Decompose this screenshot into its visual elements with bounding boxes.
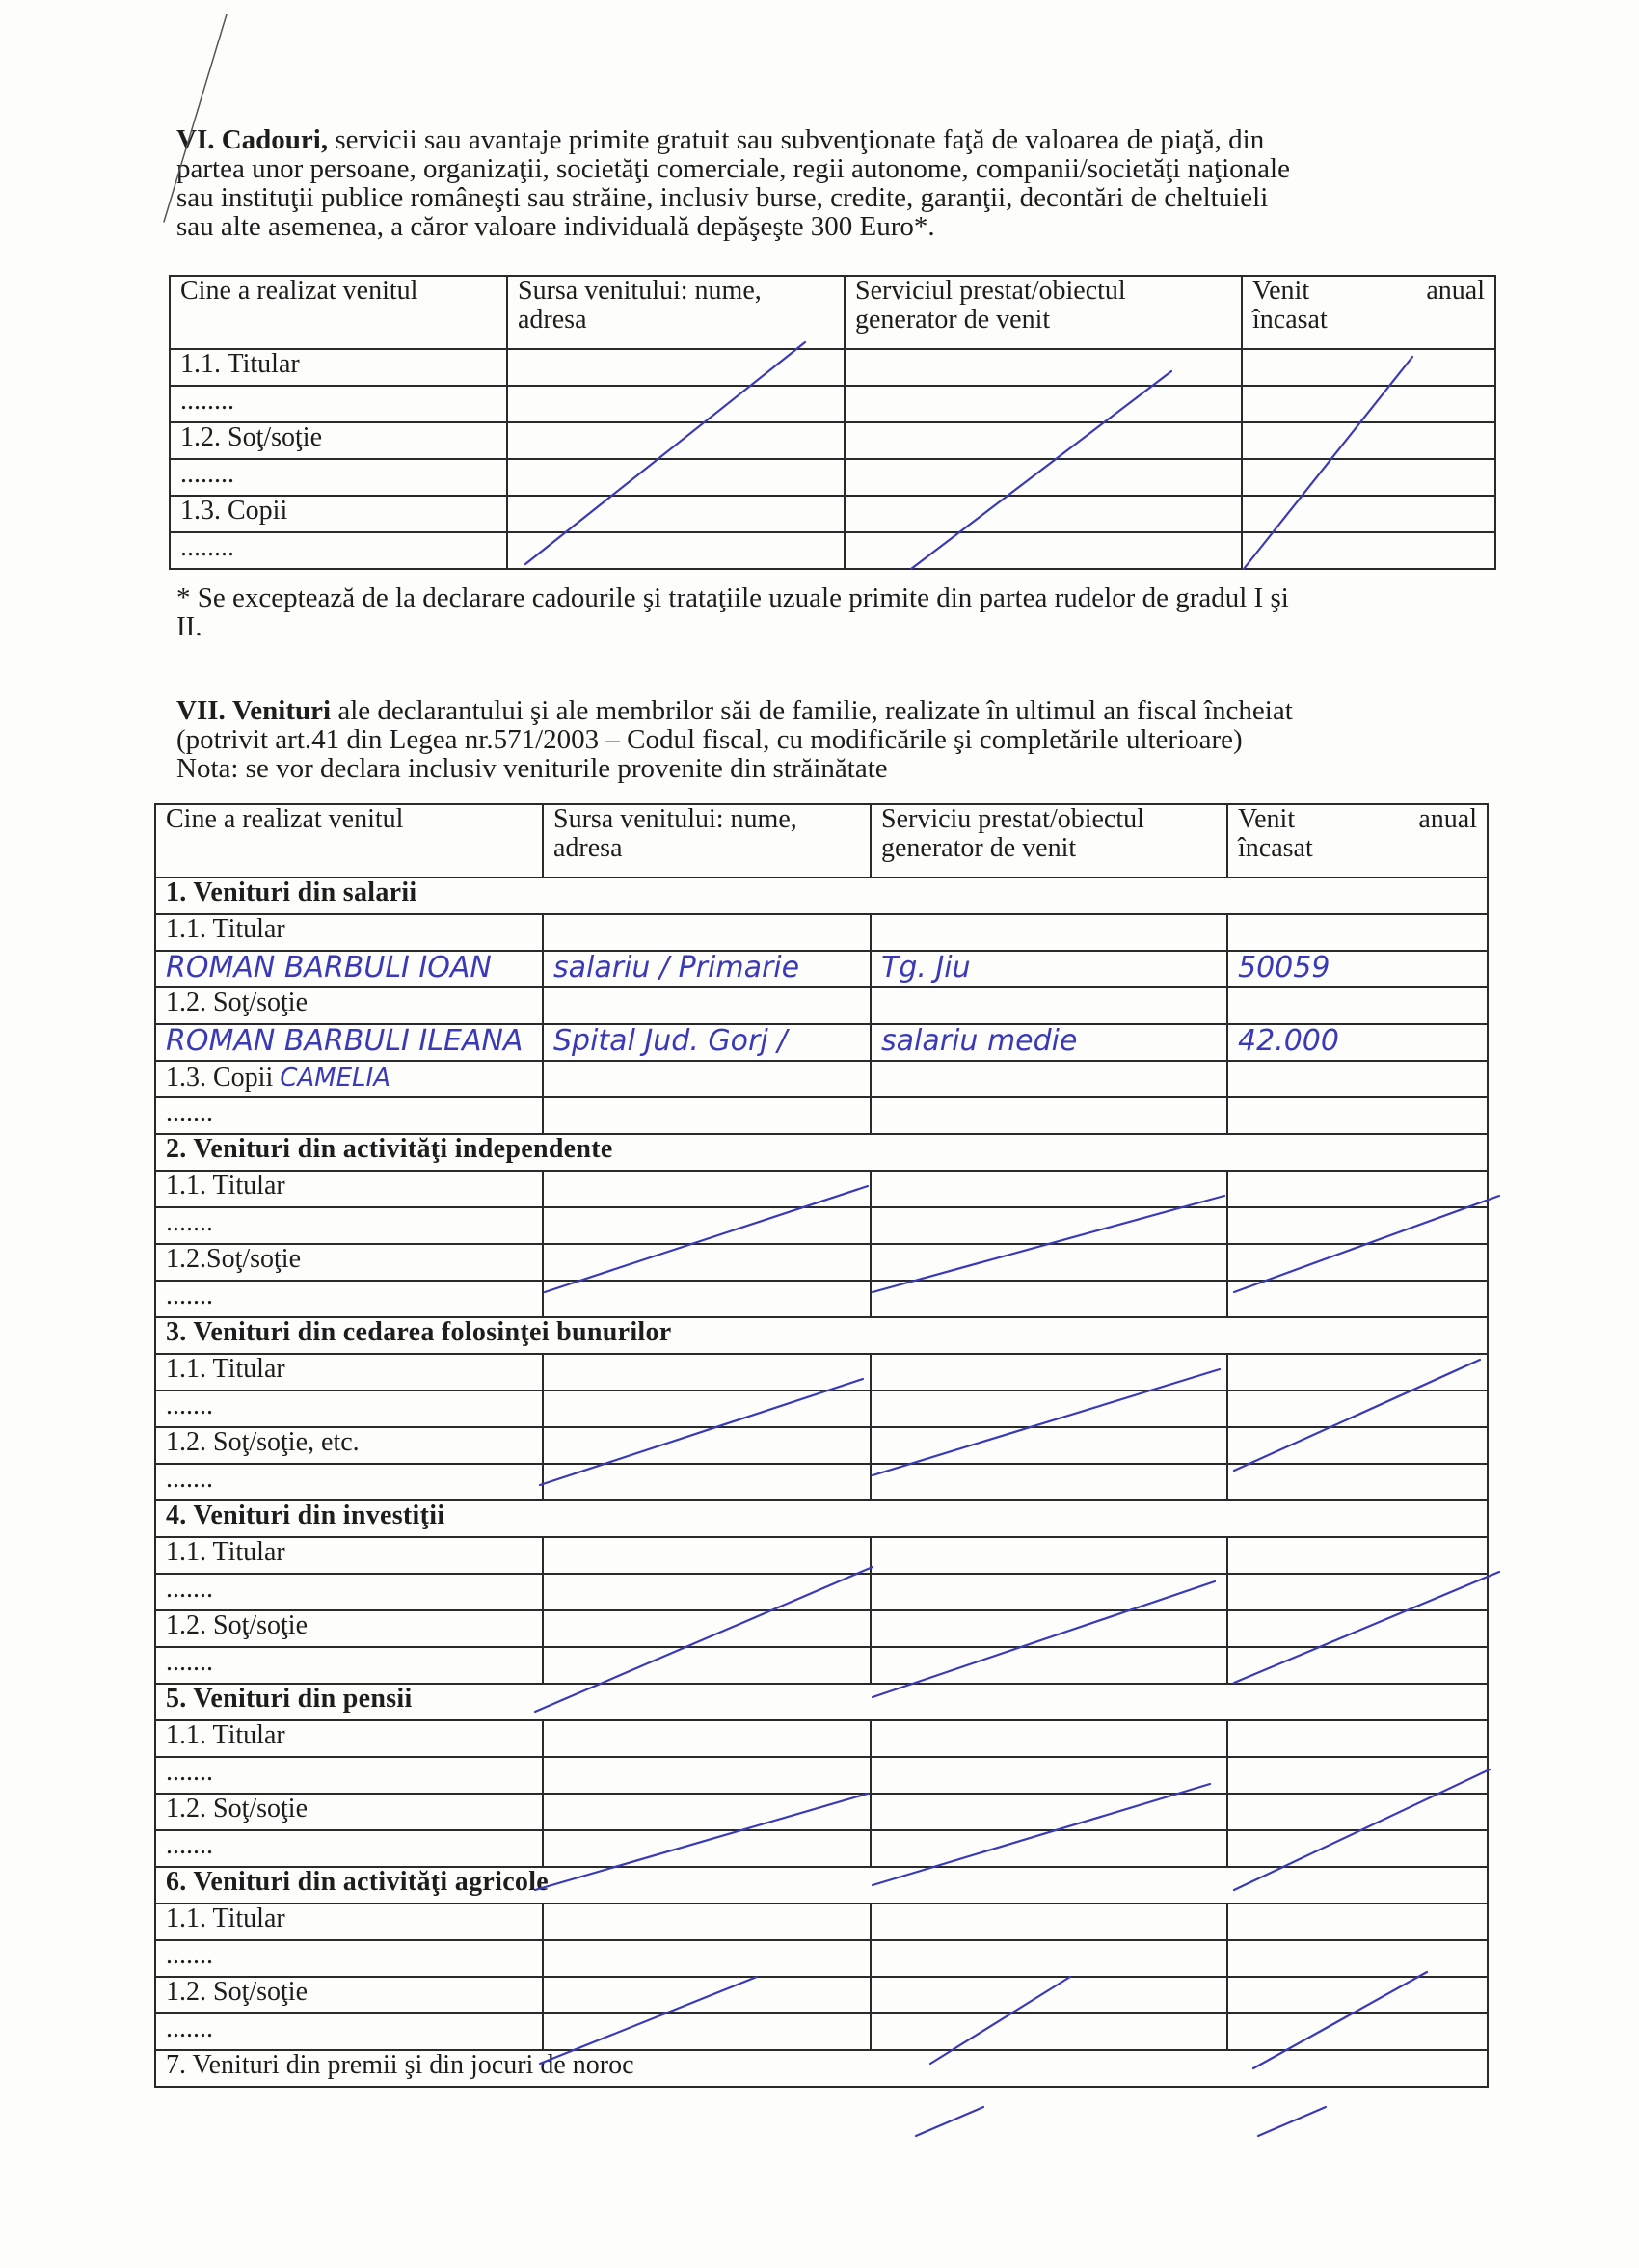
row-label [155, 1061, 543, 1097]
cell [543, 1427, 871, 1464]
footnote-line-1: * Se exceptează de la declarare cadourile şi trataţiile uzuale primite din partea rudelor de gradul I şi [176, 582, 1289, 613]
cell [1242, 349, 1495, 386]
cell [1227, 914, 1488, 951]
cell [543, 1574, 871, 1610]
cell [543, 1610, 871, 1647]
section-7-line-2: (potrivit art.41 din Legea nr.571/2003 – Codul fiscal, cu modificările şi completările ulterioare) [176, 724, 1243, 755]
cell [543, 1720, 871, 1757]
cell [507, 496, 845, 532]
row-label: 1.3. Copii [170, 496, 507, 532]
table-row [170, 496, 1495, 532]
cell [871, 1464, 1227, 1500]
section-7-line-1: ale declarantului şi ale membrilor săi de familie, realizate în ultimul an fiscal încheiat [337, 695, 1293, 726]
col-header-service: Serviciul prestat/obiectul generator de venit [845, 276, 1242, 349]
cell [1227, 1830, 1488, 1867]
cell [871, 1244, 1227, 1281]
section-7-title: Venituri [232, 695, 332, 726]
cell [871, 1537, 1227, 1574]
cell [507, 386, 845, 422]
row-label: 1.1. Titular [155, 1720, 543, 1757]
cell [543, 2013, 871, 2050]
row-label-children: 1.3. Copii [166, 1063, 274, 1093]
cell [543, 1281, 871, 1317]
col-header-income [1227, 804, 1488, 878]
cell [543, 1830, 871, 1867]
cell [543, 1794, 871, 1830]
cell [1227, 1464, 1488, 1500]
section-row [155, 878, 1488, 914]
table-row [155, 2013, 1488, 2050]
cell [507, 532, 845, 569]
row-label: 1.2. Soţ/soţie, etc. [155, 1427, 543, 1464]
section-7-number: VII. [176, 695, 226, 726]
cell [871, 1061, 1227, 1097]
cell [1227, 1061, 1488, 1097]
cell [871, 1757, 1227, 1794]
cell [543, 1244, 871, 1281]
cell [871, 1390, 1227, 1427]
row-label: 1.1. Titular [155, 1354, 543, 1390]
handwritten-spouse-name: ROMAN BARBULI ILEANA [155, 1024, 543, 1061]
table-row [155, 1097, 1488, 1134]
col-header-income-1: Venit [1238, 804, 1296, 834]
handwritten-spouse-service: salariu medie [871, 1024, 1227, 1061]
table-row [155, 1390, 1488, 1427]
strike-line [1258, 2107, 1326, 2136]
cell [543, 1354, 871, 1390]
row-label: ........ [170, 459, 507, 496]
cell [1227, 1940, 1488, 1977]
cell [871, 1610, 1227, 1647]
table-row [155, 1757, 1488, 1794]
row-label: ........ [170, 532, 507, 569]
cell [1227, 1977, 1488, 2013]
gifts-footnote [176, 583, 1289, 641]
table-row [155, 1940, 1488, 1977]
cell [543, 987, 871, 1024]
row-label: ....... [155, 1097, 543, 1134]
table-row [155, 951, 1488, 987]
handwritten-holder-service: Tg. Jiu [871, 951, 1227, 987]
cell [845, 422, 1242, 459]
section-row [155, 2050, 1488, 2087]
col-header-income-2: anual [1418, 804, 1477, 834]
table-row [155, 1427, 1488, 1464]
cell [1227, 1171, 1488, 1207]
cell [1227, 1537, 1488, 1574]
row-label: 1.2. Soţ/soţie [155, 1794, 543, 1830]
gifts-table [169, 275, 1496, 570]
cell [1227, 1097, 1488, 1134]
cell [1227, 1427, 1488, 1464]
section-title-salaries: 1. Venituri din salarii [155, 878, 1488, 914]
section-row [155, 1317, 1488, 1354]
col-header-who: Cine a realizat venitul [155, 804, 543, 878]
table-row [170, 422, 1495, 459]
table-row [155, 1244, 1488, 1281]
section-6-line-1: servicii sau avantaje primite gratuit sau subvenţionate faţă de valoarea de piaţă, din [335, 124, 1265, 155]
cell [543, 1097, 871, 1134]
handwritten-holder-name: ROMAN BARBULI IOAN [155, 951, 543, 987]
row-label: 1.1. Titular [155, 1904, 543, 1940]
section-title-investments: 4. Venituri din investiţii [155, 1500, 1488, 1537]
section-row [155, 1134, 1488, 1171]
cell [507, 459, 845, 496]
handwritten-holder-income: 50059 [1227, 951, 1488, 987]
cell [1227, 1574, 1488, 1610]
cell [871, 2013, 1227, 2050]
row-label: ....... [155, 2013, 543, 2050]
row-label: ....... [155, 1940, 543, 1977]
row-label: 1.2. Soţ/soţie [155, 987, 543, 1024]
table-row [155, 1171, 1488, 1207]
cell [543, 1757, 871, 1794]
cell [1242, 422, 1495, 459]
table-row [155, 1464, 1488, 1500]
section-row [155, 1684, 1488, 1720]
cell [871, 1720, 1227, 1757]
col-header-who: Cine a realizat venitul [170, 276, 507, 349]
table-row [155, 1610, 1488, 1647]
cell [871, 987, 1227, 1024]
cell [543, 1537, 871, 1574]
table-row [155, 1354, 1488, 1390]
table-row [170, 349, 1495, 386]
table-row [155, 1207, 1488, 1244]
row-label: ....... [155, 1281, 543, 1317]
section-title-agricultural: 6. Venituri din activităţi agricole [155, 1867, 1488, 1904]
section-title-pensions: 5. Venituri din pensii [155, 1684, 1488, 1720]
col-header-source: Sursa venitului: nume, adresa [543, 804, 871, 878]
table-row [155, 1720, 1488, 1757]
table-row [155, 1024, 1488, 1061]
cell [543, 1061, 871, 1097]
table-row [155, 987, 1488, 1024]
cell [543, 1904, 871, 1940]
row-label: 1.1. Titular [170, 349, 507, 386]
cell [871, 1207, 1227, 1244]
col-header-income-2: anual [1426, 276, 1485, 306]
cell [1227, 1720, 1488, 1757]
cell [845, 386, 1242, 422]
col-header-income-3: încasat [1252, 305, 1328, 335]
cell [845, 349, 1242, 386]
cell [1227, 1904, 1488, 1940]
row-label: 1.1. Titular [155, 914, 543, 951]
cell [871, 914, 1227, 951]
cell [1227, 1354, 1488, 1390]
row-label: ....... [155, 1647, 543, 1684]
cell [871, 1794, 1227, 1830]
table-row [170, 459, 1495, 496]
row-label: ....... [155, 1207, 543, 1244]
row-label: 1.1. Titular [155, 1171, 543, 1207]
row-label: 1.1. Titular [155, 1537, 543, 1574]
cell [507, 422, 845, 459]
cell [1242, 496, 1495, 532]
cell [543, 1207, 871, 1244]
cell [871, 1977, 1227, 2013]
row-label: 1.2.Soţ/soţie [155, 1244, 543, 1281]
cell [543, 1940, 871, 1977]
section-6-line-2: partea unor persoane, organizaţii, societăţi comerciale, regii autonome, companii/societăţi naţionale [176, 153, 1290, 184]
cell [871, 1354, 1227, 1390]
cell [1242, 459, 1495, 496]
cell [1227, 2013, 1488, 2050]
table-row [170, 386, 1495, 422]
cell [1227, 1244, 1488, 1281]
cell [845, 459, 1242, 496]
row-label: 1.2. Soţ/soţie [155, 1610, 543, 1647]
table-row [170, 532, 1495, 569]
cell [507, 349, 845, 386]
cell [845, 496, 1242, 532]
cell [543, 1977, 871, 2013]
table-row [155, 1794, 1488, 1830]
income-table-header [155, 804, 1488, 878]
cell [543, 1390, 871, 1427]
strike-line [916, 2107, 983, 2136]
col-header-income [1242, 276, 1495, 349]
section-title-property: 3. Venituri din cedarea folosinţei bunurilor [155, 1317, 1488, 1354]
cell [1227, 1207, 1488, 1244]
cell [871, 1904, 1227, 1940]
cell [871, 1647, 1227, 1684]
section-6-title: Cadouri, [221, 124, 329, 155]
handwritten-holder-source: salariu / Primarie [543, 951, 871, 987]
cell [1227, 1390, 1488, 1427]
row-label: 1.2. Soţ/soţie [170, 422, 507, 459]
cell [1227, 1647, 1488, 1684]
cell [543, 1171, 871, 1207]
section-title-independent: 2. Venituri din activităţi independente [155, 1134, 1488, 1171]
handwritten-spouse-source: Spital Jud. Gorj / [543, 1024, 871, 1061]
cell [1227, 1610, 1488, 1647]
row-label: ....... [155, 1574, 543, 1610]
income-table [154, 803, 1489, 2088]
row-label: ....... [155, 1830, 543, 1867]
cell [1242, 386, 1495, 422]
row-label: ....... [155, 1464, 543, 1500]
col-header-source: Sursa venitului: nume, adresa [507, 276, 845, 349]
col-header-income-3: încasat [1238, 833, 1313, 863]
section-6-line-4: sau alte asemenea, a căror valoare individuală depăşeşte 300 Euro*. [176, 211, 935, 242]
section-6-line-3: sau instituţii publice româneşti sau străine, inclusiv burse, credite, garanţii, decontări de cheltuieli [176, 182, 1269, 213]
cell [845, 532, 1242, 569]
handwritten-child-name: CAMELIA [280, 1064, 390, 1093]
cell [871, 1940, 1227, 1977]
section-row [155, 1500, 1488, 1537]
section-row [155, 1867, 1488, 1904]
table-row [155, 1977, 1488, 2013]
row-label: ....... [155, 1757, 543, 1794]
table-row [155, 1574, 1488, 1610]
col-header-service: Serviciu prestat/obiectul generator de venit [871, 804, 1227, 878]
section-6-intro [176, 125, 1290, 241]
cell [871, 1427, 1227, 1464]
section-title-prizes: 7. Venituri din premii şi din jocuri de noroc [155, 2050, 1488, 2087]
table-row [155, 1281, 1488, 1317]
section-6-number: VI. [176, 124, 215, 155]
cell [871, 1281, 1227, 1317]
col-header-income-1: Venit [1252, 276, 1310, 306]
cell [1242, 532, 1495, 569]
table-row [155, 1061, 1488, 1097]
table-row [155, 914, 1488, 951]
table-row [155, 1830, 1488, 1867]
row-label: ....... [155, 1390, 543, 1427]
row-label: 1.2. Soţ/soţie [155, 1977, 543, 2013]
cell [871, 1097, 1227, 1134]
section-7-line-3: Nota: se vor declara inclusiv veniturile provenite din străinătate [176, 753, 888, 784]
row-label: ........ [170, 386, 507, 422]
section-7-intro [176, 696, 1293, 783]
cell [871, 1830, 1227, 1867]
cell [871, 1171, 1227, 1207]
cell [543, 1464, 871, 1500]
table-row [155, 1537, 1488, 1574]
cell [1227, 987, 1488, 1024]
cell [1227, 1281, 1488, 1317]
cell [871, 1574, 1227, 1610]
gifts-table-header [170, 276, 1495, 349]
footnote-line-2: II. [176, 611, 202, 642]
table-row [155, 1904, 1488, 1940]
cell [543, 1647, 871, 1684]
handwritten-spouse-income: 42.000 [1227, 1024, 1488, 1061]
cell [543, 914, 871, 951]
cell [1227, 1794, 1488, 1830]
table-row [155, 1647, 1488, 1684]
cell [1227, 1757, 1488, 1794]
